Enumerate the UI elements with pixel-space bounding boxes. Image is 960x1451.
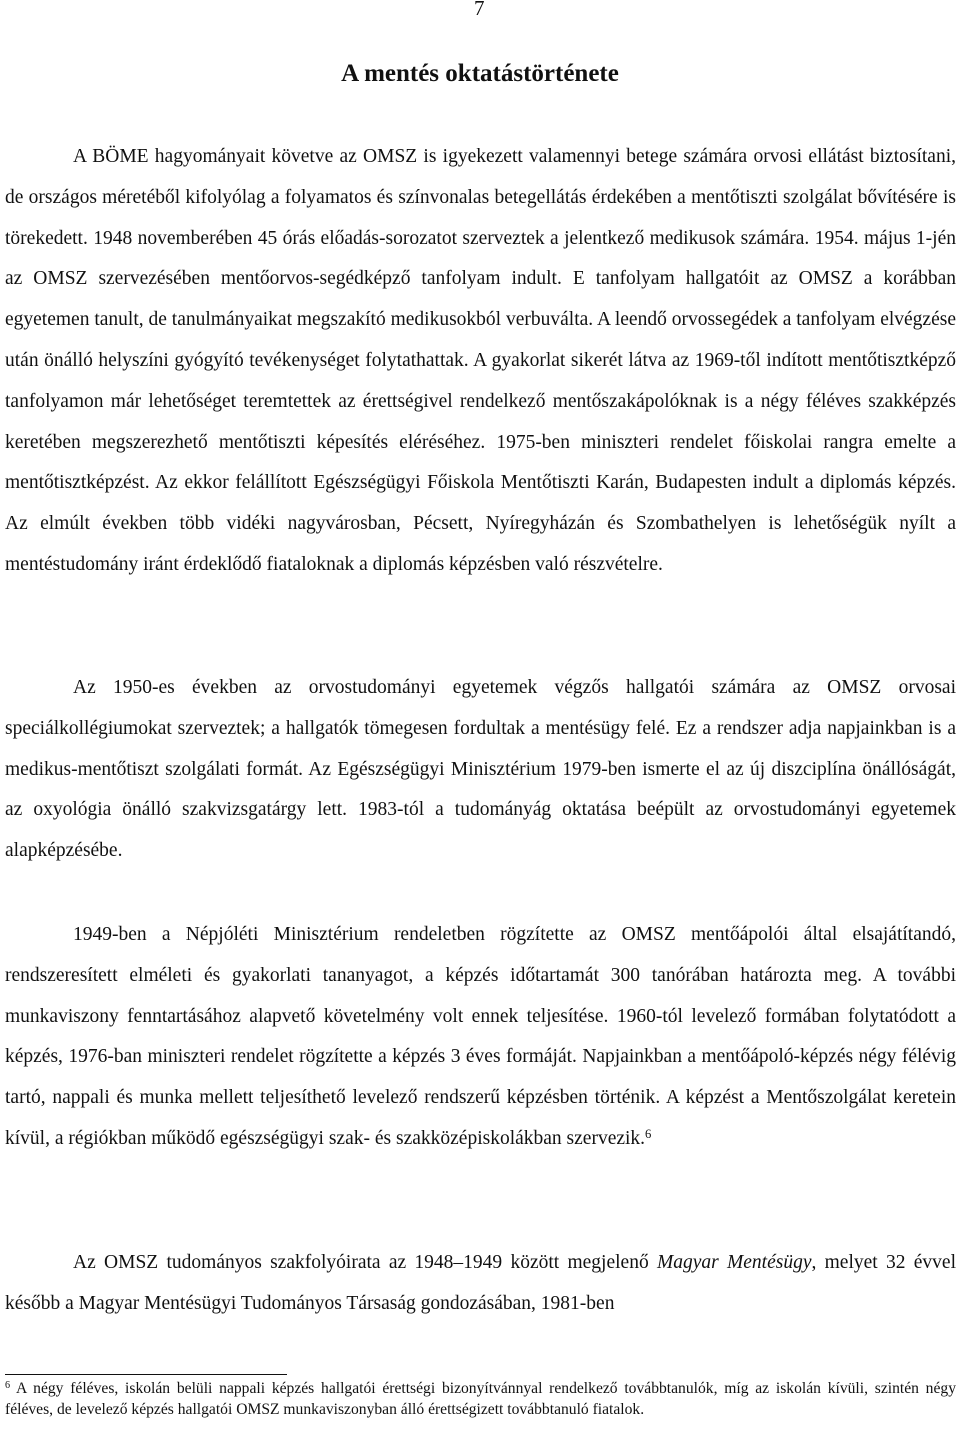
journal-title: Magyar Mentésügy	[656, 1252, 812, 1273]
paragraph-4-text-start: Az OMSZ tudományos szakfolyóirata az 1948–1949 között megjelenő	[73, 1252, 657, 1273]
paragraph-4	[5, 1243, 956, 1325]
paragraph-4-text-end: , melyet 32 évvel később a Magyar Mentésügyi Tudományos Társaság gondozásában, 1981-ben	[5, 1252, 957, 1314]
footnote-text: A négy féléves, iskolán belüli nappali képzés hallgatói érettségi bizonyítvánnyal rendelkező továbbtanulók, míg az iskolán kívüli, szintén négy féléves, de levelező képzés hallgatói OMSZ munkaviszonyban álló érettségizett továbbtanuló fiatalok.	[5, 1380, 956, 1418]
footnote-divider	[5, 1374, 287, 1375]
page-title: A mentés oktatástörténete	[341, 60, 619, 87]
page-number: 7	[474, 0, 485, 20]
footnote-marker: 6	[5, 1379, 11, 1391]
paragraph-2: Az 1950-es években az orvostudományi egyetemek végzős hallgatói számára az OMSZ orvosai speciálkollégiumokat szerveztek; a hallgatók tömegesen fordultak a mentésügy felé. Ez a rendszer adja napjainkban is a medikus-mentőtiszt szolgálati formát. Az Egészségügyi Minisztérium 1979-ben ismerte el az új diszciplína önállóságát, az oxyológia önálló szakvizsgatárgy lett. 1983-tól a tudományág oktatása beépült az orvostudományi egyetemek alapképzésébe.	[5, 677, 956, 862]
footnote	[5, 1378, 956, 1420]
paragraph-1: A BÖME hagyományait követve az OMSZ is igyekezett valamennyi betege számára orvosi ellátást biztosítani, de országos méretéből kifolyólag a folyamatos és színvonalas betegellátás érdekében a mentőtiszti szolgálat bővítésére is törekedett. 1948 novemberében 45 órás előadás-sorozatot szerveztek a jelentkező medikusok számára. 1954. május 1-jén az OMSZ szervezésében mentőorvos-segédképző tanfolyam indult. E tanfolyam hallgatóit az OMSZ a korábban egyetemen tanult, de tanulmányaikat megszakító medikusokból verbuválta. A leendő orvossegédek a tanfolyam elvégzése után önálló helyszíni gyógyító tevékenységet folytathattak. A gyakorlat sikerét látva az 1969-től indított mentőtisztképző tanfolyamon már lehetőséget teremtettek az érettségivel rendelkező mentőszakápolóknak is a négy féléves szakképzés keretében megszerezhető mentőtiszti képesítés eléréséhez. 1975-ben miniszteri rendelet főiskolai rangra emelte a mentőtisztképzést. Az ekkor felállított Egészségügyi Főiskola Mentőtiszti Karán, Budapesten indult a diplomás képzés. Az elmúlt években több vidéki nagyvárosban, Pécsett, Nyíregyházán és Szombathelyen is lehetőségük nyílt a mentéstudomány iránt érdeklődő fiataloknak a diplomás képzésben való részvételre.	[5, 146, 956, 575]
paragraph-3	[5, 915, 956, 1160]
footnote-reference[interactable]: 6	[645, 1126, 652, 1141]
paragraph-3-text: 1949-ben a Népjóléti Minisztérium rendeletben rögzítette az OMSZ mentőápolói által elsajátítandó, rendszeresített elméleti és gyakorlati tananyagot, a képzés időtartamát 300 tanórában határozta meg. A további munkaviszony fenntartásához alapvető követelmény volt ennek teljesítése. 1960-tól levelező formában folytatódott a képzés, 1976-ban miniszteri rendelet rögzítette a képzés 3 éves formáját. Napjainkban a mentőápoló-képzés négy félévig tartó, nappali és munka mellett teljesíthető levelező rendszerű képzésben történik. A képzést a Mentőszolgálat keretein kívül, a régiókban működő egészségügyi szak- és szakközépiskolákban szervezik.	[5, 924, 956, 1149]
